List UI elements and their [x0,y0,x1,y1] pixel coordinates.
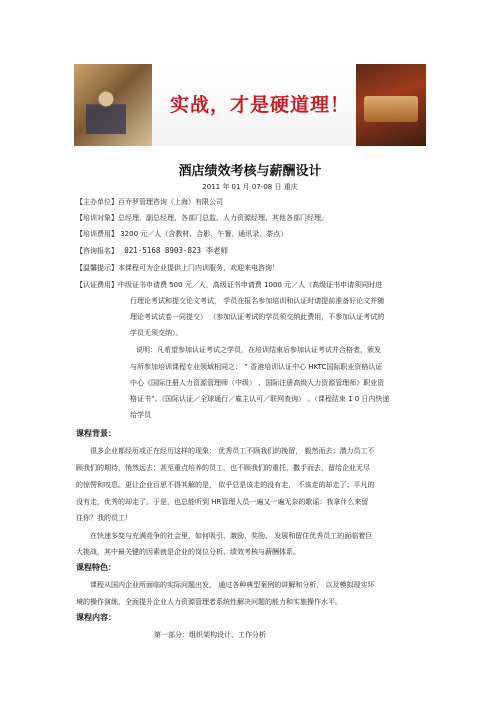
banner-right-photo [356,64,426,146]
section-content-heading: 课程内容： [76,613,116,622]
registration-label: 【咨询报名】 [76,247,118,255]
features-line: 课程从国内企业所面临的实际问题出发， 通过各种典型案例的讲解和分析， 以及模拟现实环 [90,581,375,589]
cert-line: 行理论考试和提交论文考试， 学员在报名参加培训和认证时请提前准备好论文并随 [130,297,385,305]
info-cert-fee: 【认证费用】中级证书申请费 500 元／人，高级证书申请费 1000 元／人（高级证书申请须同时进 [76,281,383,289]
course-date: 2011 年 01 月 07-08 日 重庆 [202,183,298,191]
registration-phone: 021-5168 8903-823 李老师 [124,246,229,255]
info-organizer: 【主办单位】百乔罗管理咨询（上海）有限公司 [76,198,223,206]
content-part-one: 第一部分：组织架构设计、工作分析 [154,631,266,639]
features-line: 境的操作演练，全面提升企业人力资源管理者系统性解决问题的能力和实施操作水平。 [76,598,342,606]
section-features-heading: 课程特色： [76,563,116,572]
background-line: 很多企业都经历或正在经历这样的现象： 优秀员工不顾我们的挽留， 毅然而去；潜力员工不 [90,447,375,455]
section-background-heading: 课程背景： [76,429,116,438]
banner-slogan: 实战，才是硬道理！ [170,94,351,116]
info-fee: 【培训费用】 3200 元／人（含教材、合影、午餐、通讯录、茶点） [76,230,288,238]
note-line: 与所参加培训课程专业领域相同之： ” 香港培训认证中心 HKTC国际职业资格认证 [130,363,383,371]
background-line: 在快速多变与充满竞争的社会里，如何吸引、激励、奖励、 发展和留住优秀员工的面临着巨 [90,532,373,540]
cert-line: 学员无须交纳）。 [130,329,183,337]
note-line: 中心《国际注册人力资源管理师（中级） 、国际注册高级人力资源管理师》职业资 [130,379,385,387]
banner-left-photo [74,64,152,146]
document-title: 酒店绩效考核与薪酬设计 [178,164,322,179]
background-line: 没有走，优秀的却走了。于是，也总能听到 HR管理人员一遍又一遍无奈的歌谣：我拿什么来留 [76,498,369,506]
info-registration [76,246,228,256]
note-line: 给学员 [130,411,151,419]
cert-line: 理论考试试卷一同提交） （参加认证考试的学员须交纳此费用，不参加认证考试的 [130,313,385,321]
info-audience: 【培训对象】总经理、副总经理、各部门总监、人力资源经理、其他各部门经理。 [76,214,328,222]
note-line: 说明：凡希望参加认证考试之学员，在培训结束后参加认证考试并合格者，颁发 [136,346,381,354]
info-tip: 【温馨提示】本课程可为企业提供上门内训服务，欢迎来电咨询！ [76,264,279,272]
background-line: 大挑战，其中最关键的因素就是企业的岗位分析、绩效考核与薪酬体系。 [76,548,300,556]
background-line: 住你？我的员工！ [76,514,132,522]
background-line: 顾我们的期待，悄然远去；甚至重点培养的员工，也不顾我们的重托，撒手而去，留给企业无尽 [76,464,370,472]
background-line: 的惊愕和叹息。更让企业百思不得其解的是， 似乎总是该走的没有走， 不该走的却走了；平凡的 [76,481,375,489]
header-banner [74,64,426,146]
note-line: 格证书”。（国际认证／全球通行／雇主认可／联网查询） 。（课程结束 1 0 日内快递 [130,395,390,403]
